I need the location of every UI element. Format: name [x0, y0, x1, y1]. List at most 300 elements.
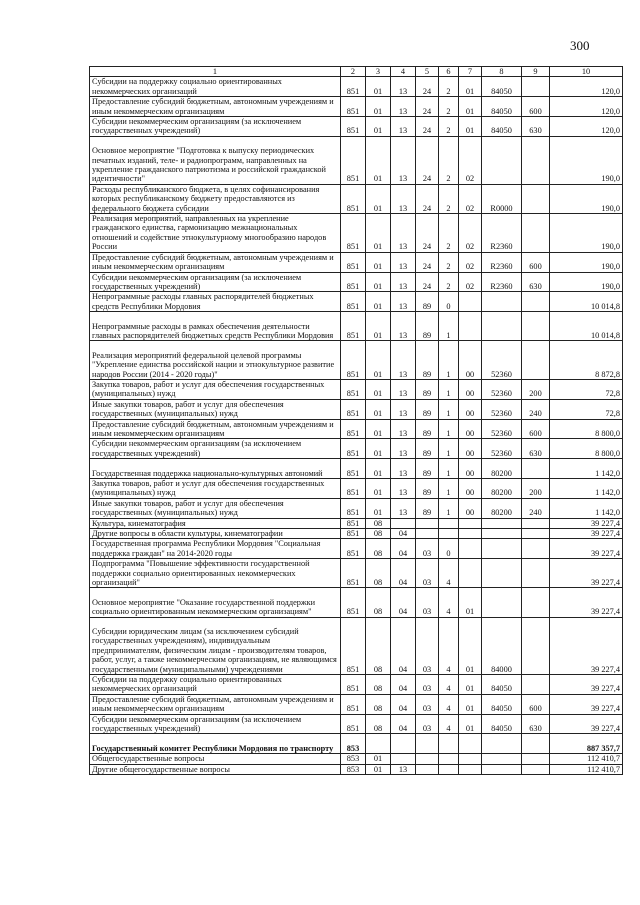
cell-subsection: 04: [391, 714, 416, 734]
cell-section: 01: [366, 341, 391, 380]
cell-subsection: 13: [391, 764, 416, 774]
cell-section: 01: [366, 214, 391, 253]
cell-section: 01: [366, 754, 391, 764]
cell-amount: 39 227,4: [550, 588, 623, 617]
cell-program: 03: [416, 617, 439, 674]
cell-subsection: 04: [391, 694, 416, 714]
cell-section: 01: [366, 399, 391, 419]
cell-amount: 39 227,4: [550, 694, 623, 714]
cell-subprogram: 1: [439, 419, 459, 439]
cell-expense-type: 240: [522, 498, 550, 518]
cell-amount: 39 227,4: [550, 539, 623, 559]
cell-ministry: 851: [341, 559, 366, 588]
row-description: Предоставление субсидий бюджетным, автономным учреждениям и иным некоммерческим организациям: [90, 694, 341, 714]
cell-section: 08: [366, 539, 391, 559]
cell-measure: [459, 528, 482, 538]
cell-subsection: 13: [391, 498, 416, 518]
cell-subsection: 04: [391, 559, 416, 588]
cell-direction: 80200: [482, 498, 522, 518]
cell-expense-type: 600: [522, 419, 550, 439]
table-row: [90, 252, 623, 272]
cell-subprogram: 1: [439, 312, 459, 341]
table-body: [90, 77, 623, 775]
table-row: [90, 714, 623, 734]
row-description: Общегосударственные вопросы: [90, 754, 341, 764]
cell-ministry: 851: [341, 419, 366, 439]
cell-ministry: 851: [341, 252, 366, 272]
cell-section: 01: [366, 379, 391, 399]
cell-subsection: 13: [391, 419, 416, 439]
cell-program: 24: [416, 77, 439, 97]
row-description: Непрограммные расходы главных распорядителей бюджетных средств Республики Мордовия: [90, 292, 341, 312]
cell-subprogram: 2: [439, 184, 459, 213]
cell-program: 89: [416, 439, 439, 459]
cell-measure: 02: [459, 136, 482, 184]
cell-direction: 52360: [482, 379, 522, 399]
cell-section: 01: [366, 459, 391, 479]
table-row: [90, 764, 623, 774]
cell-program: 03: [416, 714, 439, 734]
cell-expense-type: [522, 528, 550, 538]
cell-amount: 8 872,8: [550, 341, 623, 380]
table-row: [90, 399, 623, 419]
cell-amount: 8 800,0: [550, 419, 623, 439]
cell-ministry: 851: [341, 478, 366, 498]
cell-measure: [459, 518, 482, 528]
cell-subsection: 13: [391, 379, 416, 399]
cell-program: 24: [416, 214, 439, 253]
row-description: Субсидии некоммерческим организациям (за исключением государственных учреждений): [90, 117, 341, 137]
cell-subprogram: 2: [439, 252, 459, 272]
cell-section: 08: [366, 588, 391, 617]
cell-measure: 00: [459, 399, 482, 419]
cell-ministry: 851: [341, 399, 366, 419]
cell-ministry: 853: [341, 754, 366, 764]
cell-subprogram: 1: [439, 478, 459, 498]
cell-direction: 84050: [482, 97, 522, 117]
cell-subsection: 13: [391, 312, 416, 341]
cell-subprogram: 1: [439, 439, 459, 459]
table-row: [90, 214, 623, 253]
cell-expense-type: 200: [522, 379, 550, 399]
table-row: [90, 459, 623, 479]
cell-measure: 01: [459, 694, 482, 714]
cell-program: 89: [416, 341, 439, 380]
cell-expense-type: 630: [522, 714, 550, 734]
table-row: [90, 379, 623, 399]
cell-amount: 72,8: [550, 379, 623, 399]
cell-subsection: 04: [391, 675, 416, 695]
row-description: Государственная программа Республики Мордовия "Социальная поддержка граждан" на 2014-2020 годы: [90, 539, 341, 559]
cell-direction: [482, 292, 522, 312]
cell-subsection: 13: [391, 77, 416, 97]
cell-direction: 52360: [482, 439, 522, 459]
cell-subprogram: 4: [439, 617, 459, 674]
row-description: Субсидии юридическим лицам (за исключением субсидий государственных учреждениям), индивидуальным предпринимателям, физическим лицам - производителям товаров, работ, услуг, а также некоммерческим организациям, не являющимся государственными (муниципальными) учреждениями: [90, 617, 341, 674]
cell-subprogram: [439, 528, 459, 538]
table-row: [90, 478, 623, 498]
cell-program: 24: [416, 97, 439, 117]
table-row: [90, 518, 623, 528]
cell-amount: 112 410,7: [550, 754, 623, 764]
cell-subprogram: 4: [439, 588, 459, 617]
cell-program: 03: [416, 694, 439, 714]
cell-amount: 10 014,8: [550, 292, 623, 312]
cell-subsection: 04: [391, 617, 416, 674]
cell-amount: 1 142,0: [550, 459, 623, 479]
table-row: [90, 341, 623, 380]
row-description: Субсидии некоммерческим организациям (за исключением государственных учреждений): [90, 439, 341, 459]
cell-section: 01: [366, 764, 391, 774]
cell-subprogram: 1: [439, 459, 459, 479]
cell-direction: 84050: [482, 694, 522, 714]
table-row: [90, 539, 623, 559]
table-row: [90, 498, 623, 518]
row-description: Культура, кинематография: [90, 518, 341, 528]
cell-section: 01: [366, 184, 391, 213]
table-row: [90, 184, 623, 213]
cell-ministry: 851: [341, 184, 366, 213]
cell-expense-type: 600: [522, 252, 550, 272]
cell-measure: 01: [459, 675, 482, 695]
table-row: [90, 419, 623, 439]
cell-program: [416, 754, 439, 764]
cell-amount: 39 227,4: [550, 675, 623, 695]
cell-expense-type: [522, 136, 550, 184]
row-description: Закупка товаров, работ и услуг для обеспечения государственных (муниципальных) нужд: [90, 478, 341, 498]
cell-ministry: 851: [341, 214, 366, 253]
cell-expense-type: [522, 341, 550, 380]
cell-amount: 39 227,4: [550, 528, 623, 538]
cell-subprogram: [439, 764, 459, 774]
cell-expense-type: [522, 675, 550, 695]
cell-ministry: 851: [341, 617, 366, 674]
cell-amount: 10 014,8: [550, 312, 623, 341]
table-row: [90, 77, 623, 97]
cell-subprogram: 4: [439, 694, 459, 714]
cell-section: 01: [366, 419, 391, 439]
table-row: [90, 754, 623, 764]
cell-subsection: 13: [391, 478, 416, 498]
cell-section: 08: [366, 675, 391, 695]
page-number: 300: [570, 38, 590, 53]
table-row: [90, 588, 623, 617]
row-description: Реализация мероприятий, направленных на укрепление гражданского единства, гармонизацию межнациональных отношений и содействие этнокультурному многообразию народов России: [90, 214, 341, 253]
column-header: 5: [416, 67, 439, 77]
column-header: 3: [366, 67, 391, 77]
table-row: [90, 117, 623, 137]
cell-direction: 52360: [482, 399, 522, 419]
cell-ministry: 851: [341, 528, 366, 538]
cell-expense-type: [522, 292, 550, 312]
table-row: [90, 694, 623, 714]
cell-subsection: 13: [391, 399, 416, 419]
cell-section: 01: [366, 252, 391, 272]
cell-program: 89: [416, 478, 439, 498]
cell-subprogram: [439, 734, 459, 754]
cell-subprogram: 0: [439, 539, 459, 559]
cell-measure: 00: [459, 498, 482, 518]
cell-direction: [482, 764, 522, 774]
row-description: Предоставление субсидий бюджетным, автономным учреждениям и иным некоммерческим организациям: [90, 252, 341, 272]
cell-expense-type: [522, 312, 550, 341]
cell-subprogram: 2: [439, 214, 459, 253]
cell-subprogram: 1: [439, 341, 459, 380]
cell-ministry: 851: [341, 77, 366, 97]
cell-program: 03: [416, 559, 439, 588]
cell-subsection: 13: [391, 214, 416, 253]
cell-program: 24: [416, 136, 439, 184]
cell-direction: 52360: [482, 341, 522, 380]
cell-measure: [459, 764, 482, 774]
cell-measure: 01: [459, 588, 482, 617]
cell-subsection: 04: [391, 528, 416, 538]
cell-direction: 52360: [482, 419, 522, 439]
cell-direction: 84000: [482, 617, 522, 674]
cell-section: 08: [366, 694, 391, 714]
cell-amount: 120,0: [550, 77, 623, 97]
cell-direction: [482, 588, 522, 617]
cell-subsection: 13: [391, 439, 416, 459]
cell-subsection: 04: [391, 588, 416, 617]
cell-amount: 39 227,4: [550, 617, 623, 674]
cell-subprogram: 2: [439, 117, 459, 137]
cell-ministry: 851: [341, 341, 366, 380]
table-row: [90, 734, 623, 754]
cell-direction: 84050: [482, 675, 522, 695]
column-header: 2: [341, 67, 366, 77]
cell-program: 03: [416, 675, 439, 695]
row-description: Субсидии некоммерческим организациям (за исключением государственных учреждений): [90, 272, 341, 292]
cell-direction: [482, 559, 522, 588]
cell-measure: [459, 312, 482, 341]
cell-program: 24: [416, 117, 439, 137]
cell-amount: 1 142,0: [550, 478, 623, 498]
cell-amount: 39 227,4: [550, 714, 623, 734]
cell-amount: 39 227,4: [550, 559, 623, 588]
cell-section: 01: [366, 498, 391, 518]
cell-program: [416, 734, 439, 754]
table-row: [90, 617, 623, 674]
cell-measure: 02: [459, 214, 482, 253]
cell-ministry: 851: [341, 714, 366, 734]
cell-subprogram: 1: [439, 379, 459, 399]
cell-section: 01: [366, 272, 391, 292]
cell-section: 08: [366, 518, 391, 528]
cell-ministry: 851: [341, 518, 366, 528]
cell-expense-type: 240: [522, 399, 550, 419]
cell-direction: 80200: [482, 459, 522, 479]
cell-subsection: 13: [391, 341, 416, 380]
cell-ministry: 851: [341, 439, 366, 459]
cell-section: 08: [366, 714, 391, 734]
row-description: Иные закупки товаров, работ и услуг для обеспечения государственных (муниципальных) нужд: [90, 498, 341, 518]
table-row: [90, 528, 623, 538]
cell-measure: 02: [459, 184, 482, 213]
cell-subprogram: 1: [439, 399, 459, 419]
table-row: [90, 559, 623, 588]
cell-direction: R2360: [482, 252, 522, 272]
cell-program: 24: [416, 184, 439, 213]
row-description: Субсидии на поддержку социально ориентированных некоммерческих организаций: [90, 77, 341, 97]
row-description: Расходы республиканского бюджета, в целях софинансирования которых республиканскому бюджету предоставляются из федерального бюджета субсидии: [90, 184, 341, 213]
row-description: Реализация мероприятий федеральной целевой программы "Укрепление единства российской нации и этнокультурное развитие народов России (2014 - 2020 годы)": [90, 341, 341, 380]
cell-subprogram: 2: [439, 97, 459, 117]
cell-measure: 00: [459, 439, 482, 459]
cell-expense-type: 600: [522, 694, 550, 714]
cell-expense-type: [522, 539, 550, 559]
column-header: 7: [459, 67, 482, 77]
table-row: [90, 97, 623, 117]
cell-amount: 72,8: [550, 399, 623, 419]
cell-measure: [459, 734, 482, 754]
cell-expense-type: 630: [522, 272, 550, 292]
cell-ministry: 851: [341, 272, 366, 292]
cell-measure: 01: [459, 714, 482, 734]
cell-section: [366, 734, 391, 754]
cell-expense-type: [522, 518, 550, 528]
cell-direction: [482, 528, 522, 538]
cell-subprogram: 2: [439, 77, 459, 97]
cell-expense-type: [522, 617, 550, 674]
cell-amount: 190,0: [550, 272, 623, 292]
cell-direction: 84050: [482, 77, 522, 97]
cell-measure: 00: [459, 478, 482, 498]
cell-program: 24: [416, 272, 439, 292]
cell-ministry: 851: [341, 498, 366, 518]
cell-measure: 01: [459, 117, 482, 137]
cell-measure: 00: [459, 379, 482, 399]
cell-amount: 190,0: [550, 136, 623, 184]
table-header-row: [90, 67, 623, 77]
cell-measure: 01: [459, 617, 482, 674]
cell-program: 03: [416, 539, 439, 559]
row-description: Другие общегосударственные вопросы: [90, 764, 341, 774]
cell-ministry: 853: [341, 764, 366, 774]
row-description: Основное мероприятие "Оказание государственной поддержки социально ориентированным некоммерческим организациям": [90, 588, 341, 617]
cell-subsection: 13: [391, 184, 416, 213]
table-row: [90, 312, 623, 341]
cell-direction: [482, 518, 522, 528]
cell-direction: [482, 734, 522, 754]
table-row: [90, 136, 623, 184]
cell-program: [416, 528, 439, 538]
cell-subprogram: [439, 754, 459, 764]
cell-measure: 02: [459, 252, 482, 272]
cell-direction: 80200: [482, 478, 522, 498]
cell-expense-type: 200: [522, 478, 550, 498]
cell-subprogram: 1: [439, 498, 459, 518]
cell-program: 89: [416, 379, 439, 399]
cell-subsection: 13: [391, 97, 416, 117]
cell-program: 03: [416, 588, 439, 617]
column-header: 9: [522, 67, 550, 77]
cell-measure: 00: [459, 419, 482, 439]
cell-amount: 190,0: [550, 214, 623, 253]
cell-ministry: 851: [341, 292, 366, 312]
cell-amount: 1 142,0: [550, 498, 623, 518]
cell-subsection: [391, 518, 416, 528]
cell-measure: 01: [459, 97, 482, 117]
cell-measure: [459, 539, 482, 559]
cell-subsection: 13: [391, 136, 416, 184]
cell-ministry: 851: [341, 136, 366, 184]
cell-section: 08: [366, 559, 391, 588]
cell-amount: 887 357,7: [550, 734, 623, 754]
cell-expense-type: [522, 734, 550, 754]
cell-section: 01: [366, 312, 391, 341]
cell-ministry: 851: [341, 539, 366, 559]
cell-subsection: [391, 754, 416, 764]
cell-subsection: 13: [391, 292, 416, 312]
cell-program: 89: [416, 292, 439, 312]
cell-direction: [482, 312, 522, 341]
cell-program: [416, 764, 439, 774]
row-description: Основное мероприятие "Подготовка к выпуску периодических печатных изданий, теле- и радиопрограмм, направленных на укрепление гражданского патриотизма и российской гражданской идентичности": [90, 136, 341, 184]
table-row: [90, 292, 623, 312]
cell-amount: 190,0: [550, 184, 623, 213]
cell-section: 01: [366, 136, 391, 184]
cell-subsection: 13: [391, 459, 416, 479]
cell-direction: 84050: [482, 117, 522, 137]
cell-subsection: [391, 734, 416, 754]
cell-subsection: 13: [391, 252, 416, 272]
cell-section: 01: [366, 77, 391, 97]
cell-direction: [482, 754, 522, 764]
cell-program: [416, 518, 439, 528]
cell-program: 24: [416, 252, 439, 272]
table-row: [90, 439, 623, 459]
cell-ministry: 851: [341, 675, 366, 695]
row-description: Государственная поддержка национально-культурных автономий: [90, 459, 341, 479]
cell-section: 01: [366, 117, 391, 137]
cell-subsection: 13: [391, 117, 416, 137]
cell-measure: 00: [459, 459, 482, 479]
row-description: Закупка товаров, работ и услуг для обеспечения государственных (муниципальных) нужд: [90, 379, 341, 399]
row-description: Предоставление субсидий бюджетным, автономным учреждениям и иным некоммерческим организациям: [90, 419, 341, 439]
row-description: Непрограммные расходы в рамках обеспечения деятельности главных распорядителей бюджетных средств Республики Мордовия: [90, 312, 341, 341]
cell-amount: 39 227,4: [550, 518, 623, 528]
cell-direction: 84050: [482, 714, 522, 734]
column-header: 1: [90, 67, 341, 77]
column-header: 8: [482, 67, 522, 77]
cell-expense-type: [522, 77, 550, 97]
cell-program: 89: [416, 312, 439, 341]
cell-direction: R0000: [482, 184, 522, 213]
cell-subsection: 04: [391, 539, 416, 559]
row-description: Предоставление субсидий бюджетным, автономным учреждениям и иным некоммерческим организациям: [90, 97, 341, 117]
column-header: 6: [439, 67, 459, 77]
cell-expense-type: 600: [522, 97, 550, 117]
row-description: Иные закупки товаров, работ и услуг для обеспечения государственных (муниципальных) нужд: [90, 399, 341, 419]
cell-amount: 8 800,0: [550, 439, 623, 459]
cell-subprogram: 4: [439, 559, 459, 588]
cell-section: 01: [366, 97, 391, 117]
cell-ministry: 851: [341, 459, 366, 479]
cell-ministry: 851: [341, 312, 366, 341]
row-description: Субсидии на поддержку социально ориентированных некоммерческих организаций: [90, 675, 341, 695]
cell-measure: 01: [459, 77, 482, 97]
cell-measure: [459, 754, 482, 764]
cell-section: 08: [366, 528, 391, 538]
cell-subprogram: 0: [439, 292, 459, 312]
cell-program: 89: [416, 419, 439, 439]
cell-expense-type: [522, 559, 550, 588]
cell-ministry: 851: [341, 588, 366, 617]
cell-amount: 120,0: [550, 97, 623, 117]
table-row: [90, 272, 623, 292]
cell-section: 01: [366, 439, 391, 459]
